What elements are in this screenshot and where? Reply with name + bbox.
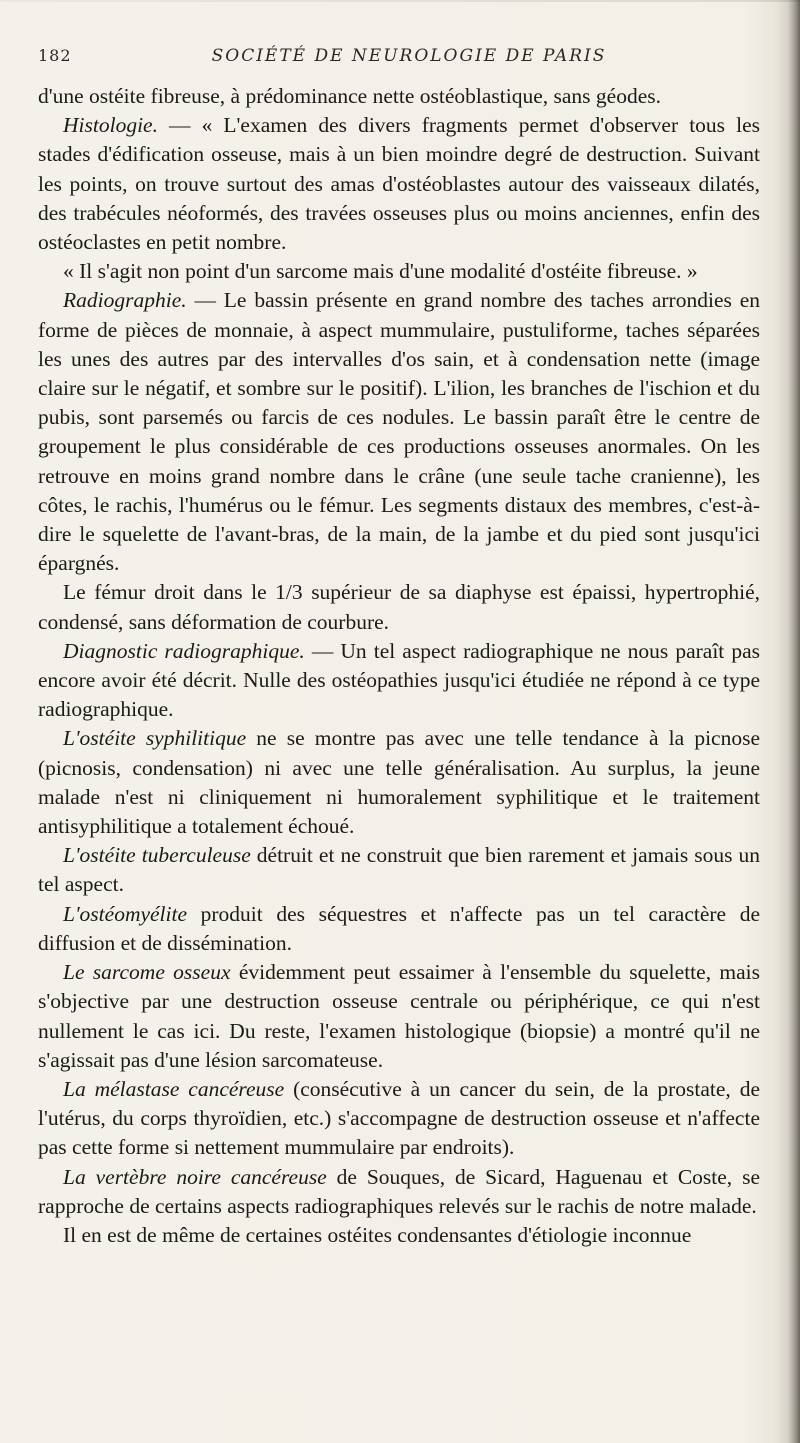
paragraph-text: évidemment peut essaimer à l'ensemble du squelette, mais s'objective par une destruction osseuse centrale ou périphérique, ce qui n'est nullement le cas ici. Du reste, l'examen histologique (biopsie) a montré qu'il ne s'agissait pas d'une lésion sarcomateuse. [38,960,760,1072]
paragraph-metastase [38,1075,760,1163]
paragraph-text: « Il s'agit non point d'un sarcome mais d'une modalité d'ostéite fibreuse. » [63,259,698,284]
paragraph-text: Il en est de même de certaines ostéites condensantes d'étiologie inconnue [63,1222,692,1247]
paragraph-text: de Souques, de Sicard, Haguenau et Coste, se rapproche de certains aspects radiographiques relevés sur le rachis de notre malade. [38,1164,760,1218]
paragraph-text: d'une ostéite fibreuse, à prédominance nette ostéoblastique, sans géodes. [38,84,661,108]
page-header [38,46,760,70]
section-label: La mélastase cancéreuse [63,1076,285,1101]
paragraph-osteite-syphilitique [38,724,760,841]
article-body [38,82,760,1250]
paragraph-text: Le fémur droit dans le 1/3 supérieur de sa diaphyse est épaissi, hypertrophié, condensé, sans déformation de courbure. [38,580,760,634]
section-label: La vertèbre noire cancéreuse [63,1164,327,1189]
paragraph [38,257,760,286]
paragraph-text: — « L'examen des divers fragments permet d'observer tous les stades d'édification osseuse, mais à un bien moindre degré de destruction. Suivant les points, on trouve surtout des amas d'ostéoblastes autour des vaisseaux dilatés, des trabécules néoformés, des travées osseuses plus ou moins anciennes, enfin des ostéoclastes en petit nombre. [38,113,760,255]
section-label: L'ostéite tuberculeuse [63,843,251,868]
paragraph [38,82,760,111]
paragraph-osteite-tuberculeuse [38,841,760,899]
paragraph-text: — Un tel aspect radiographique ne nous paraît pas encore avoir été décrit. Nulle des ostéopathies jusqu'ici étudiée ne répond à ce type radiographique. [38,638,760,722]
paragraph-text: — Le bassin présente en grand nombre des taches arrondies en forme de pièces de monnaie, à aspect mummulaire, pustuliforme, taches séparées les unes des autres par des intervalles d'os sain, et à condensation nette (image claire sur le négatif, et sombre sur le positif). L'ilion, les branches de l'ischion et du pubis, sont parsemés ou farcis de ces nodules. Le bassin paraît être le centre de groupement le plus considérable de ces productions osseuses anormales. On les retrouve en moins grand nombre dans le crâne (une seule tache cranienne), les côtes, le rachis, l'humérus ou le fémur. Les segments distaux des membres, c'est-à-dire le squelette de l'avant-bras, de la main, de la jambe et du pied sont jusqu'ici épargnés. [38,288,760,576]
paragraph-text: produit des séquestres et n'affecte pas un tel caractère de diffusion et de dissémination. [38,901,760,955]
paragraph-vertebre-noire [38,1163,760,1221]
binding-edge-shadow [788,0,800,1443]
paragraph-text: détruit et ne construit que bien rarement et jamais sous un tel aspect. [38,843,761,897]
paragraph-histologie [38,111,760,257]
page-top-edge [0,0,800,2]
paragraph-text: ne se montre pas avec une telle tendance à la picnose (picnosis, condensation) ni avec une telle généralisation. Au surplus, la jeune malade n'est ni cliniquement ni humoralement syphilitique et le traitement antisyphilitique a totalement échoué. [38,726,760,839]
section-label: Le sarcome osseux [63,960,231,985]
paragraph-sarcome [38,958,760,1075]
paragraph-diagnostic [38,637,760,725]
paragraph [38,1221,760,1250]
running-title: SOCIÉTÉ DE NEUROLOGIE DE PARIS [211,46,607,66]
section-label: Diagnostic radiographique. [63,638,305,663]
paragraph-text: (consécutive à un cancer du sein, de la prostate, de l'utérus, du corps thyroïdien, etc.) s'accompagne de destruction osseuse et n'affecte pas cette forme si nettement mummulaire par endroits). [38,1076,760,1160]
section-label: Radiographie. [63,288,187,313]
paragraph-osteomyelite [38,900,760,958]
paragraph-radiographie [38,286,760,578]
paragraph [38,578,760,636]
page-number: 182 [38,46,72,65]
section-label: L'ostéite syphilitique [63,726,247,751]
section-label: L'ostéomyélite [63,901,188,926]
section-label: Histologie. [63,113,158,138]
